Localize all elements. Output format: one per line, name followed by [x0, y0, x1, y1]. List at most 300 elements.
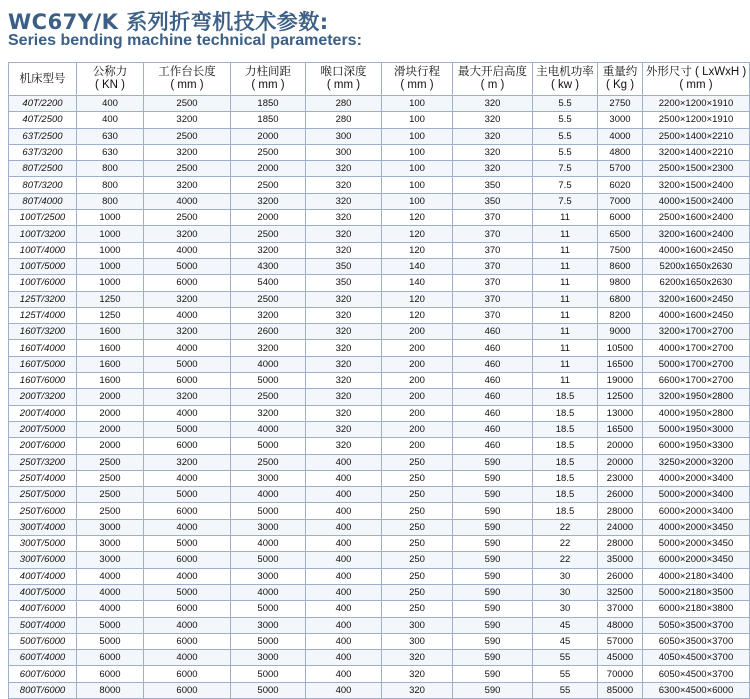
cell-table-length: 6000: [144, 438, 231, 454]
cell-throat-depth: 320: [306, 161, 382, 177]
cell-open-height: 460: [453, 324, 533, 340]
header-label: 喉口深度: [320, 66, 367, 78]
cell-table-length: 6000: [144, 601, 231, 617]
cell-force: 2000: [77, 405, 144, 421]
cell-force: 3000: [77, 536, 144, 552]
cell-weight: 57000: [598, 633, 643, 649]
cell-model: 100T/2500: [9, 210, 77, 226]
cell-throat-depth: 280: [306, 112, 382, 128]
cell-model: 200T/3200: [9, 389, 77, 405]
cell-motor-power: 30: [533, 584, 598, 600]
cell-open-height: 460: [453, 356, 533, 372]
cell-table-length: 6000: [144, 666, 231, 682]
cell-model: 400T/5000: [9, 584, 77, 600]
cell-table-length: 3200: [144, 226, 231, 242]
cell-force: 5000: [77, 617, 144, 633]
cell-column-distance: 1850: [231, 96, 306, 112]
cell-open-height: 590: [453, 487, 533, 503]
cell-weight: 26000: [598, 568, 643, 584]
cell-table-length: 6000: [144, 373, 231, 389]
cell-force: 2000: [77, 389, 144, 405]
cell-model: 800T/6000: [9, 682, 77, 698]
cell-weight: 19000: [598, 373, 643, 389]
cell-force: 2000: [77, 421, 144, 437]
cell-dimensions: 2500×1500×2300: [643, 161, 750, 177]
header-label: 最大开启高度: [458, 66, 527, 78]
cell-model: 600T/4000: [9, 650, 77, 666]
cell-stroke: 100: [382, 144, 453, 160]
cell-table-length: 5000: [144, 536, 231, 552]
cell-stroke: 200: [382, 421, 453, 437]
table-row: [9, 177, 750, 193]
cell-model: 160T/5000: [9, 356, 77, 372]
cell-dimensions: 6000×2180×3800: [643, 601, 750, 617]
cell-motor-power: 22: [533, 536, 598, 552]
cell-weight: 23000: [598, 470, 643, 486]
cell-force: 1600: [77, 340, 144, 356]
cell-open-height: 590: [453, 519, 533, 535]
cell-throat-depth: 320: [306, 356, 382, 372]
cell-dimensions: 6200x1650x2630: [643, 275, 750, 291]
cell-stroke: 200: [382, 405, 453, 421]
cell-dimensions: 2500×1200×1910: [643, 112, 750, 128]
cell-motor-power: 22: [533, 519, 598, 535]
header-unit: ( kw ): [550, 79, 580, 91]
cell-model: 40T/2200: [9, 96, 77, 112]
table-row: [9, 307, 750, 323]
cell-dimensions: 6050×3500×3700: [643, 633, 750, 649]
cell-open-height: 460: [453, 438, 533, 454]
cell-model: 400T/4000: [9, 568, 77, 584]
header-label: 主电机功率: [536, 66, 594, 78]
table-row: [9, 242, 750, 258]
cell-dimensions: 3200×1500×2400: [643, 177, 750, 193]
table-row: [9, 601, 750, 617]
cell-dimensions: 3250×2000×3200: [643, 454, 750, 470]
cell-open-height: 460: [453, 389, 533, 405]
cell-model: 160T/6000: [9, 373, 77, 389]
cell-table-length: 6000: [144, 682, 231, 698]
cell-stroke: 120: [382, 210, 453, 226]
cell-dimensions: 6050×4500×3700: [643, 666, 750, 682]
cell-throat-depth: 280: [306, 96, 382, 112]
cell-stroke: 250: [382, 584, 453, 600]
cell-force: 630: [77, 128, 144, 144]
cell-table-length: 3200: [144, 324, 231, 340]
table-row: [9, 536, 750, 552]
cell-dimensions: 3200×1600×2400: [643, 226, 750, 242]
cell-stroke: 200: [382, 340, 453, 356]
cell-motor-power: 11: [533, 307, 598, 323]
cell-stroke: 200: [382, 356, 453, 372]
table-row: [9, 568, 750, 584]
cell-open-height: 460: [453, 373, 533, 389]
cell-throat-depth: 400: [306, 487, 382, 503]
cell-dimensions: 4000×1700×2700: [643, 340, 750, 356]
cell-table-length: 3200: [144, 144, 231, 160]
table-row: [9, 503, 750, 519]
cell-open-height: 370: [453, 275, 533, 291]
cell-dimensions: 4000×1600×2450: [643, 242, 750, 258]
table-row: [9, 519, 750, 535]
cell-weight: 26000: [598, 487, 643, 503]
cell-model: 100T/5000: [9, 258, 77, 274]
cell-weight: 35000: [598, 552, 643, 568]
cell-throat-depth: 400: [306, 584, 382, 600]
cell-force: 1000: [77, 226, 144, 242]
cell-weight: 16500: [598, 421, 643, 437]
cell-model: 100T/3200: [9, 226, 77, 242]
cell-force: 1000: [77, 275, 144, 291]
cell-column-distance: 2000: [231, 161, 306, 177]
cell-table-length: 6000: [144, 633, 231, 649]
table-row: [9, 112, 750, 128]
cell-weight: 9800: [598, 275, 643, 291]
cell-throat-depth: 400: [306, 617, 382, 633]
cell-motor-power: 5.5: [533, 112, 598, 128]
cell-motor-power: 11: [533, 291, 598, 307]
table-row: [9, 96, 750, 112]
cell-weight: 6000: [598, 210, 643, 226]
cell-motor-power: 22: [533, 552, 598, 568]
cell-table-length: 3200: [144, 291, 231, 307]
cell-column-distance: 2600: [231, 324, 306, 340]
cell-motor-power: 55: [533, 666, 598, 682]
cell-weight: 12500: [598, 389, 643, 405]
table-row: [9, 650, 750, 666]
header-label: 公称力: [92, 66, 128, 78]
cell-model: 125T/4000: [9, 307, 77, 323]
cell-open-height: 320: [453, 96, 533, 112]
cell-model: 40T/2500: [9, 112, 77, 128]
cell-throat-depth: 320: [306, 177, 382, 193]
cell-column-distance: 2500: [231, 389, 306, 405]
cell-dimensions: 6300×4500×6000: [643, 682, 750, 698]
cell-weight: 28000: [598, 503, 643, 519]
table-row: [9, 584, 750, 600]
cell-dimensions: 5050×3500×3700: [643, 617, 750, 633]
table-row: [9, 226, 750, 242]
cell-open-height: 590: [453, 633, 533, 649]
cell-throat-depth: 320: [306, 210, 382, 226]
table-row: [9, 682, 750, 698]
cell-weight: 3000: [598, 112, 643, 128]
cell-open-height: 370: [453, 210, 533, 226]
cell-dimensions: 5000×2000×3450: [643, 536, 750, 552]
cell-throat-depth: 300: [306, 144, 382, 160]
cell-force: 400: [77, 112, 144, 128]
cell-stroke: 200: [382, 324, 453, 340]
cell-open-height: 590: [453, 552, 533, 568]
cell-dimensions: 2200×1200×1910: [643, 96, 750, 112]
cell-stroke: 250: [382, 601, 453, 617]
cell-motor-power: 18.5: [533, 438, 598, 454]
table-row: [9, 487, 750, 503]
cell-dimensions: 6000×2000×3450: [643, 552, 750, 568]
cell-force: 6000: [77, 650, 144, 666]
cell-dimensions: 4050×4500×3700: [643, 650, 750, 666]
cell-stroke: 200: [382, 373, 453, 389]
cell-stroke: 250: [382, 568, 453, 584]
cell-open-height: 320: [453, 144, 533, 160]
cell-model: 250T/3200: [9, 454, 77, 470]
cell-motor-power: 18.5: [533, 389, 598, 405]
cell-model: 250T/4000: [9, 470, 77, 486]
cell-open-height: 590: [453, 584, 533, 600]
table-row: [9, 438, 750, 454]
header-label: 重量约: [602, 66, 638, 78]
cell-weight: 45000: [598, 650, 643, 666]
table-row: [9, 389, 750, 405]
cell-motor-power: 18.5: [533, 503, 598, 519]
cell-stroke: 120: [382, 307, 453, 323]
cell-weight: 20000: [598, 454, 643, 470]
cell-model: 80T/4000: [9, 193, 77, 209]
cell-table-length: 2500: [144, 128, 231, 144]
cell-weight: 8200: [598, 307, 643, 323]
cell-force: 3000: [77, 552, 144, 568]
cell-open-height: 320: [453, 161, 533, 177]
cell-stroke: 100: [382, 161, 453, 177]
cell-model: 100T/4000: [9, 242, 77, 258]
cell-stroke: 250: [382, 536, 453, 552]
cell-force: 2500: [77, 454, 144, 470]
cell-weight: 6800: [598, 291, 643, 307]
cell-table-length: 5000: [144, 356, 231, 372]
cell-model: 125T/3200: [9, 291, 77, 307]
cell-force: 1600: [77, 324, 144, 340]
cell-stroke: 100: [382, 128, 453, 144]
cell-throat-depth: 400: [306, 519, 382, 535]
cell-weight: 7000: [598, 193, 643, 209]
cell-column-distance: 3200: [231, 307, 306, 323]
cell-open-height: 320: [453, 128, 533, 144]
cell-column-distance: 3200: [231, 340, 306, 356]
cell-weight: 24000: [598, 519, 643, 535]
cell-force: 1000: [77, 210, 144, 226]
cell-model: 500T/4000: [9, 617, 77, 633]
cell-column-distance: 5000: [231, 438, 306, 454]
header-col-column-distance: [231, 63, 306, 96]
page-title: WC67Y/K 系列折弯机技术参数:: [8, 10, 329, 34]
cell-column-distance: 5400: [231, 275, 306, 291]
header-col-force: [77, 63, 144, 96]
table-row: [9, 128, 750, 144]
cell-stroke: 120: [382, 226, 453, 242]
cell-model: 200T/6000: [9, 438, 77, 454]
cell-motor-power: 45: [533, 633, 598, 649]
cell-throat-depth: 300: [306, 128, 382, 144]
table-row: [9, 275, 750, 291]
cell-throat-depth: 320: [306, 226, 382, 242]
cell-table-length: 4000: [144, 193, 231, 209]
cell-force: 1000: [77, 242, 144, 258]
cell-weight: 4800: [598, 144, 643, 160]
cell-column-distance: 5000: [231, 552, 306, 568]
cell-dimensions: 2500×1400×2210: [643, 128, 750, 144]
cell-weight: 4000: [598, 128, 643, 144]
cell-dimensions: 6000×2000×3400: [643, 503, 750, 519]
cell-open-height: 590: [453, 503, 533, 519]
table-row: [9, 552, 750, 568]
cell-weight: 20000: [598, 438, 643, 454]
cell-stroke: 250: [382, 454, 453, 470]
cell-dimensions: 4000×1500×2400: [643, 193, 750, 209]
cell-motor-power: 18.5: [533, 470, 598, 486]
cell-open-height: 320: [453, 112, 533, 128]
cell-open-height: 370: [453, 258, 533, 274]
cell-stroke: 320: [382, 682, 453, 698]
cell-dimensions: 3200×1950×2800: [643, 389, 750, 405]
cell-weight: 5700: [598, 161, 643, 177]
cell-open-height: 590: [453, 601, 533, 617]
cell-column-distance: 2500: [231, 226, 306, 242]
cell-table-length: 5000: [144, 487, 231, 503]
cell-motor-power: 7.5: [533, 177, 598, 193]
cell-stroke: 100: [382, 112, 453, 128]
cell-motor-power: 11: [533, 242, 598, 258]
header-col-dimensions: [643, 63, 750, 96]
cell-table-length: 5000: [144, 421, 231, 437]
cell-weight: 13000: [598, 405, 643, 421]
cell-throat-depth: 400: [306, 568, 382, 584]
cell-model: 63T/2500: [9, 128, 77, 144]
cell-force: 2500: [77, 470, 144, 486]
header-col-stroke: [382, 63, 453, 96]
cell-motor-power: 11: [533, 340, 598, 356]
cell-force: 630: [77, 144, 144, 160]
cell-stroke: 100: [382, 96, 453, 112]
cell-weight: 28000: [598, 536, 643, 552]
table-row: [9, 340, 750, 356]
cell-table-length: 4000: [144, 405, 231, 421]
cell-table-length: 4000: [144, 340, 231, 356]
cell-column-distance: 5000: [231, 633, 306, 649]
header-unit: ( mm ): [679, 79, 713, 91]
cell-motor-power: 55: [533, 682, 598, 698]
header-unit: ( mm ): [400, 79, 434, 91]
header-unit: ( mm ): [326, 79, 361, 91]
header-label: 滑块行程: [394, 66, 440, 78]
cell-throat-depth: 320: [306, 193, 382, 209]
cell-stroke: 140: [382, 275, 453, 291]
cell-model: 300T/6000: [9, 552, 77, 568]
cell-open-height: 590: [453, 666, 533, 682]
cell-throat-depth: 320: [306, 242, 382, 258]
cell-open-height: 590: [453, 536, 533, 552]
cell-column-distance: 4000: [231, 421, 306, 437]
cell-throat-depth: 320: [306, 307, 382, 323]
cell-throat-depth: 400: [306, 666, 382, 682]
cell-column-distance: 3000: [231, 470, 306, 486]
cell-column-distance: 5000: [231, 682, 306, 698]
table-row: [9, 161, 750, 177]
cell-dimensions: 4000×1600×2450: [643, 307, 750, 323]
cell-force: 800: [77, 177, 144, 193]
cell-motor-power: 18.5: [533, 421, 598, 437]
cell-open-height: 370: [453, 242, 533, 258]
cell-stroke: 250: [382, 470, 453, 486]
header-col-open-height: [453, 63, 533, 96]
cell-motor-power: 18.5: [533, 487, 598, 503]
cell-motor-power: 18.5: [533, 405, 598, 421]
cell-stroke: 250: [382, 519, 453, 535]
header-label: 工作台长度: [158, 66, 216, 78]
cell-stroke: 200: [382, 389, 453, 405]
cell-column-distance: 3000: [231, 568, 306, 584]
cell-throat-depth: 400: [306, 552, 382, 568]
cell-column-distance: 5000: [231, 373, 306, 389]
cell-throat-depth: 400: [306, 454, 382, 470]
cell-dimensions: 6600×1700×2700: [643, 373, 750, 389]
header-col-weight: [598, 63, 643, 96]
cell-stroke: 250: [382, 487, 453, 503]
cell-table-length: 4000: [144, 519, 231, 535]
cell-column-distance: 5000: [231, 503, 306, 519]
cell-throat-depth: 400: [306, 601, 382, 617]
spec-table: [8, 62, 750, 699]
cell-open-height: 370: [453, 307, 533, 323]
cell-throat-depth: 400: [306, 633, 382, 649]
header-unit: ( mm ): [251, 79, 285, 91]
cell-column-distance: 4000: [231, 356, 306, 372]
table-row: [9, 633, 750, 649]
cell-weight: 2750: [598, 96, 643, 112]
cell-column-distance: 1850: [231, 112, 306, 128]
header-label: 外形尺寸 ( LxWxH ): [645, 66, 747, 78]
cell-column-distance: 3000: [231, 650, 306, 666]
cell-dimensions: 5000×2000×3400: [643, 487, 750, 503]
cell-open-height: 370: [453, 226, 533, 242]
cell-column-distance: 2000: [231, 128, 306, 144]
cell-throat-depth: 400: [306, 682, 382, 698]
cell-table-length: 2500: [144, 161, 231, 177]
cell-dimensions: 2500×1600×2400: [643, 210, 750, 226]
table-row: [9, 373, 750, 389]
page-subtitle: Series bending machine technical parameters:: [8, 32, 362, 49]
table-row: [9, 291, 750, 307]
cell-weight: 6500: [598, 226, 643, 242]
cell-column-distance: 2500: [231, 291, 306, 307]
cell-force: 2500: [77, 503, 144, 519]
cell-throat-depth: 320: [306, 421, 382, 437]
cell-stroke: 320: [382, 650, 453, 666]
cell-weight: 48000: [598, 617, 643, 633]
cell-table-length: 4000: [144, 470, 231, 486]
cell-column-distance: 2500: [231, 177, 306, 193]
cell-dimensions: 3200×1600×2450: [643, 291, 750, 307]
cell-model: 300T/4000: [9, 519, 77, 535]
table-row: [9, 405, 750, 421]
cell-column-distance: 4000: [231, 536, 306, 552]
cell-motor-power: 30: [533, 568, 598, 584]
cell-table-length: 3200: [144, 177, 231, 193]
cell-throat-depth: 320: [306, 438, 382, 454]
cell-table-length: 3200: [144, 389, 231, 405]
header-col-table-length: [144, 63, 231, 96]
cell-motor-power: 11: [533, 373, 598, 389]
cell-force: 1600: [77, 373, 144, 389]
cell-column-distance: 4300: [231, 258, 306, 274]
cell-throat-depth: 320: [306, 389, 382, 405]
cell-model: 200T/5000: [9, 421, 77, 437]
cell-column-distance: 4000: [231, 584, 306, 600]
cell-dimensions: 4000×1950×2800: [643, 405, 750, 421]
cell-model: 600T/6000: [9, 666, 77, 682]
cell-column-distance: 3000: [231, 617, 306, 633]
cell-table-length: 6000: [144, 503, 231, 519]
cell-column-distance: 4000: [231, 487, 306, 503]
